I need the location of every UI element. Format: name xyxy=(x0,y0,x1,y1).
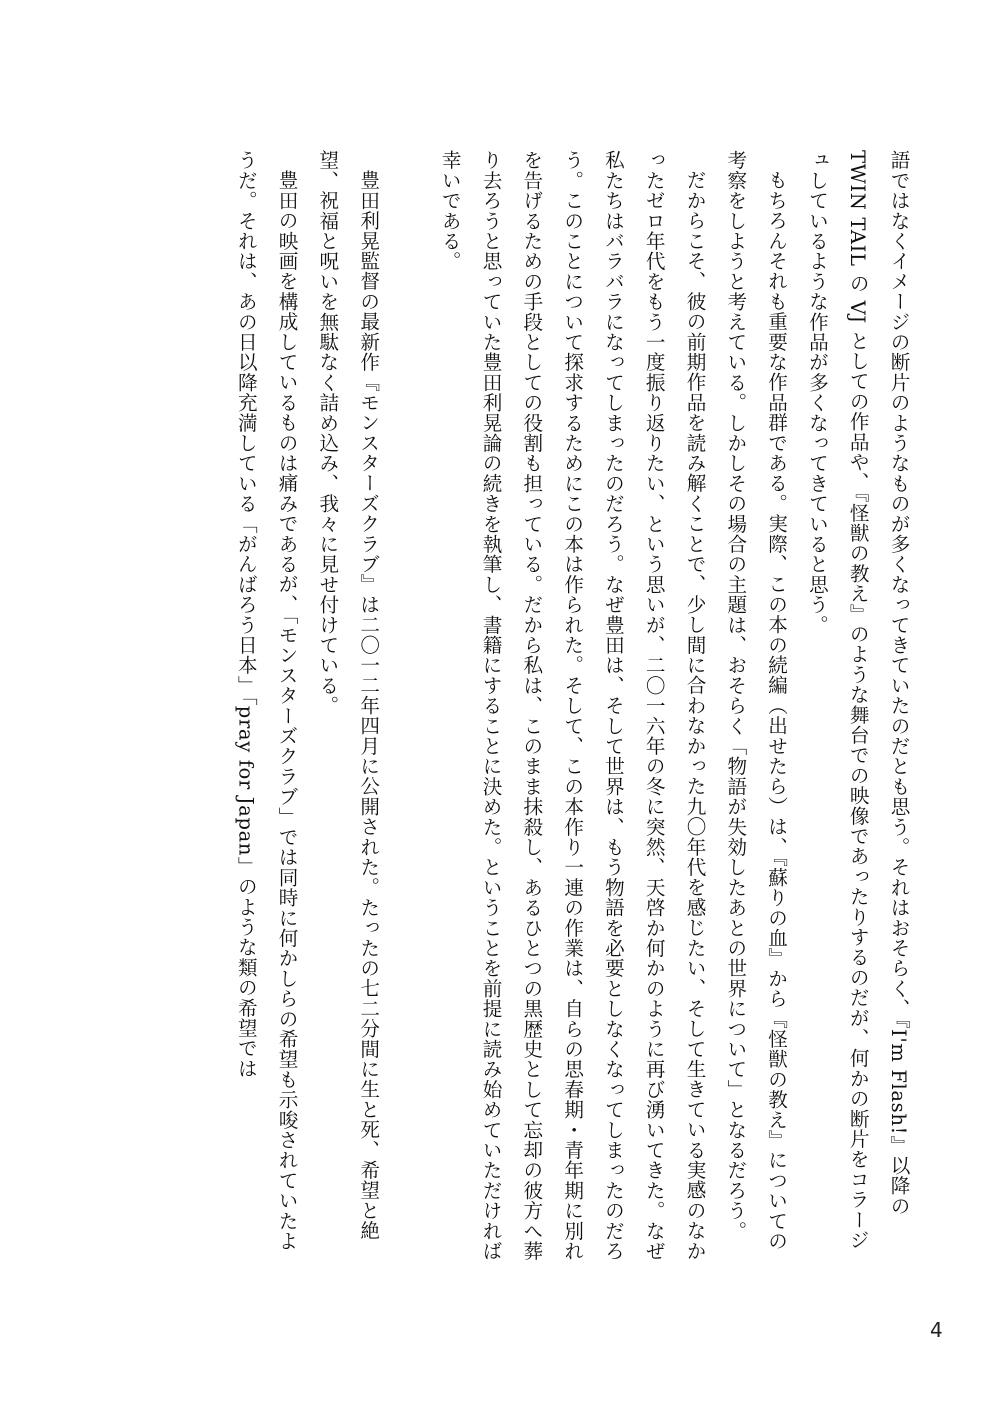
page-number: 4 xyxy=(930,1318,943,1342)
paragraph: 豊田利晃監督の最新作『モンスターズクラブ』は二〇一二年四月に公開された。たったの七二分間に生と死、希望と絶望、祝福と呪いを無駄なく詰め込み、我々に見せ付けている。 xyxy=(315,150,380,1241)
paragraph: 語ではなくイメージの断片のようなものが多くなってきていたのだとも思う。それはおそらく、『I'm Flash!』以降の TWIN TAIL の VJ としての作品や、『怪獣の教え』のような舞台での映像であったりするのだが、何かの断片をコラージュしているような作品が多くなってきていると思う。 xyxy=(805,150,910,1250)
vertical-body-text xyxy=(78,150,918,1270)
paragraph-spacer xyxy=(388,150,429,1270)
paragraph: もちろんそれも重要な作品群である。実際、この本の続編（出せたら）は、『蘇りの血』から『怪獣の教え』についての考察をしようと考えている。しかしその場合の主題は、おそらく「物語が失効したあとの世界について」となるだろう。 xyxy=(723,150,788,1251)
paragraph: 豊田の映画を構成しているものは痛みであるが、「モンスターズクラブ」では同時に何かしらの希望も示唆されていたようだ。それは、あの日以降充満している「がんばろう日本」「pray for Japan」のような類の希望では xyxy=(234,150,299,1251)
paragraph: だからこそ、彼の前期作品を読み解くことで、少し間に合わなかった九〇年代を感じたい、そして生きている実感のなかったゼロ年代をもう一度振り返りたい、という思いが、二〇一六年の冬に突然、天啓か何かのように再び湧いてきた。なぜ私たちはバラバラになってしまったのだろう。なぜ豊田は、そして世界は、もう物語を必要としなくなってしまったのだろう。このことについて探求するためにこの本は作られた。そして、この本作り一連の作業は、自らの思春期・青年期に別れを告げるための手段としての役割も担っている。だから私は、このまま抹殺し、あるひとつの黒歴史として忘却の彼方へ葬り去ろうと思っていた豊田利晃論の続きを執筆し、書籍にすることに決めた。ということを前提に読み始めていただければ幸いである。 xyxy=(438,150,707,1261)
